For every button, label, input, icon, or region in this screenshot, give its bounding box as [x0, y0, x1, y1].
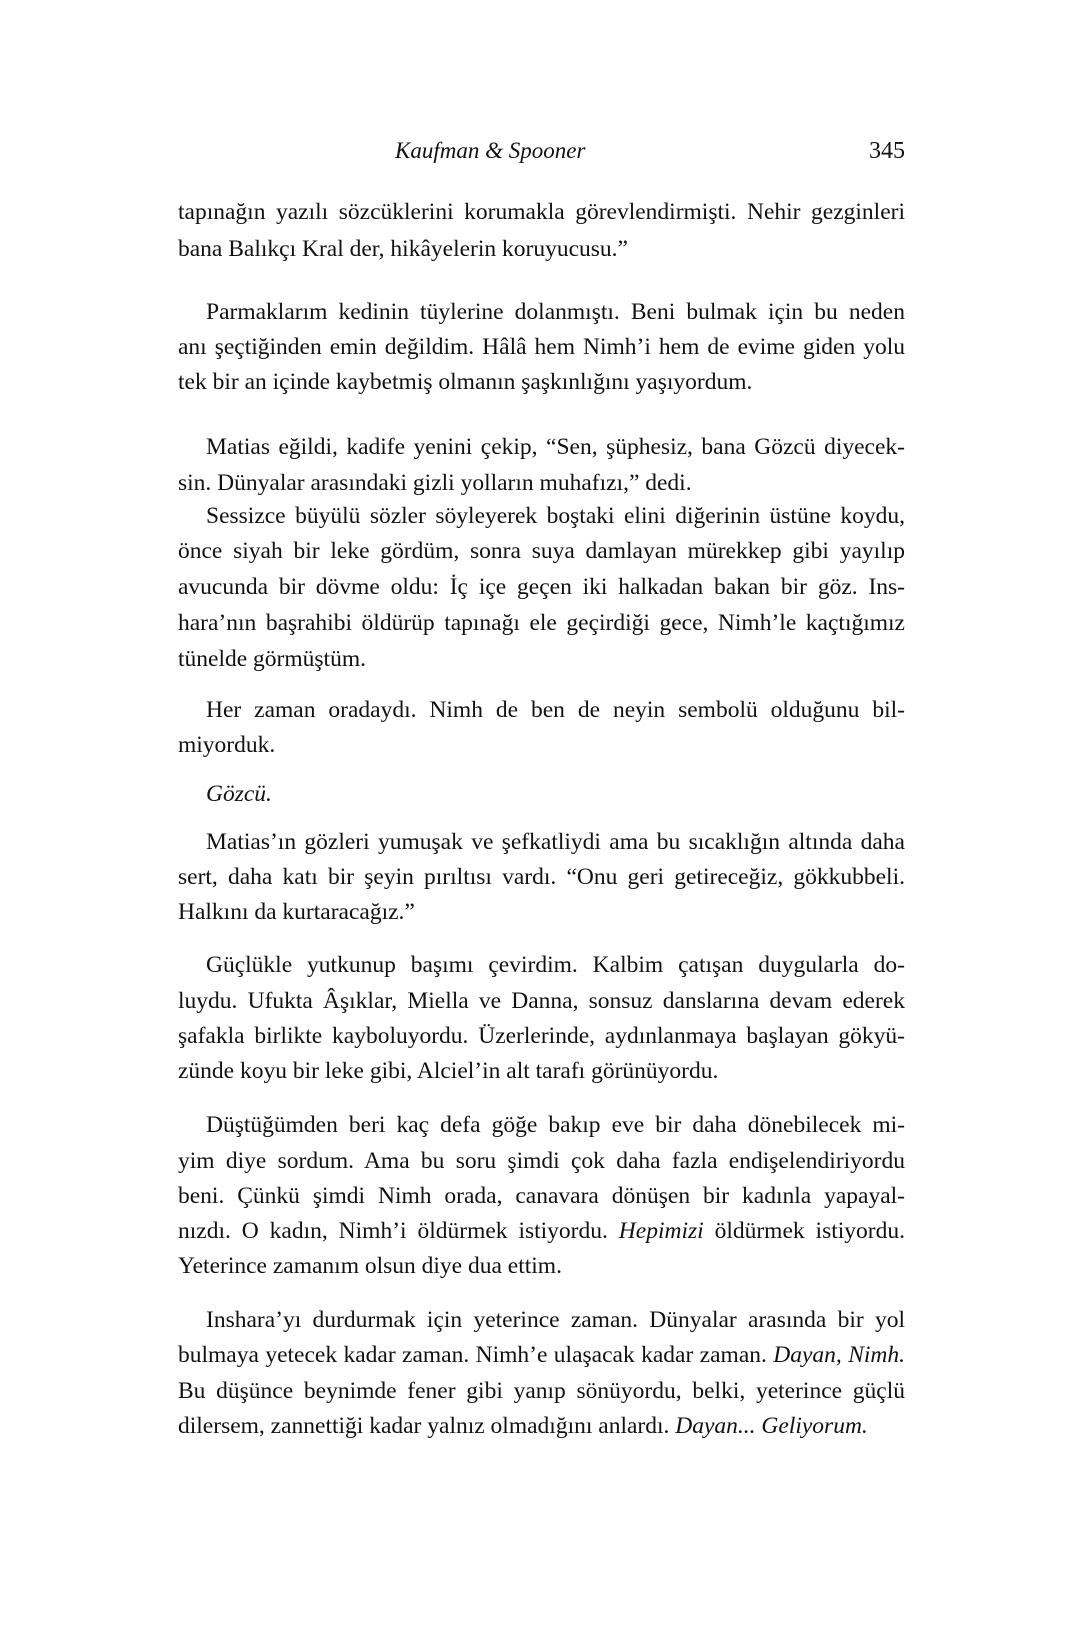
- text-segment: avucunda bir dövme oldu: İç içe geçen iki halkadan bakan bir göz. Ins-: [178, 574, 905, 600]
- text-line: [178, 987, 905, 1015]
- text-line: [178, 368, 905, 396]
- text-segment: Halkını da kurtaracağız.”: [178, 899, 415, 925]
- text-line: [206, 780, 905, 808]
- text-line: [206, 1306, 905, 1334]
- text-segment: Parmaklarım kedinin tüylerine dolanmıştı. Beni bulmak için bu neden: [206, 299, 905, 325]
- text-segment: önce siyah bir leke gördüm, sonra suya damlayan mürekkep gibi yayılıp: [178, 538, 905, 564]
- text-segment: tapınağın yazılı sözcüklerini korumakla görevlendirmişti. Nehir gezginleri: [178, 199, 905, 225]
- text-segment: beni. Çünkü şimdi Nimh orada, canavara dönüşen bir kadınla yapayal-: [178, 1183, 905, 1209]
- text-line: [206, 696, 905, 724]
- text-segment: Güçlükle yutkunup başımı çevirdim. Kalbim çatışan duygularla do-: [206, 952, 905, 978]
- text-line: [178, 198, 905, 226]
- text-line: [178, 898, 905, 926]
- text-line: [178, 1412, 905, 1440]
- text-segment: miyorduk.: [178, 732, 276, 758]
- text-line: [206, 1111, 905, 1139]
- text-segment: yim diye sordum. Ama bu soru şimdi çok daha fazla endişelendiriyordu: [178, 1148, 905, 1174]
- text-segment: Inshara’yı durdurmak için yeterince zaman. Dünyalar arasında bir yol: [206, 1307, 905, 1333]
- text-line: [178, 235, 905, 263]
- italic-text: Dayan... Geliyorum.: [675, 1413, 868, 1439]
- text-segment: bana Balıkçı Kral der, hikâyelerin koruyucusu.”: [178, 236, 628, 262]
- text-line: [206, 502, 905, 530]
- text-segment: Yeterince zamanım olsun diye dua ettim.: [178, 1253, 562, 1279]
- text-segment: Her zaman oradaydı. Nimh de ben de neyin sembolü olduğunu bil-: [206, 697, 905, 723]
- italic-text: Gözcü.: [206, 781, 272, 807]
- text-line: [206, 433, 905, 461]
- text-line: [178, 1057, 905, 1085]
- text-segment: Matias eğildi, kadife yenini çekip, “Sen, şüphesiz, bana Gözcü diyecek-: [206, 434, 905, 460]
- text-line: [178, 573, 905, 601]
- text-line: [178, 1252, 905, 1280]
- text-line: [178, 1377, 905, 1405]
- text-line: [206, 951, 905, 979]
- text-line: [206, 298, 905, 326]
- text-segment: sert, daha katı bir şeyin pırıltısı vardı. “Onu geri getireceğiz, gökkubbeli.: [178, 864, 905, 890]
- text-segment: tek bir an içinde kaybetmiş olmanın şaşkınlığını yaşıyordum.: [178, 369, 753, 395]
- text-segment: Sessizce büyülü sözler söyleyerek boştaki elini diğerinin üstüne koydu,: [206, 503, 905, 529]
- text-line: [178, 645, 905, 673]
- text-segment: Matias’ın gözleri yumuşak ve şefkatliydi ama bu sıcaklığın altında daha: [206, 829, 905, 855]
- text-line: [178, 863, 905, 891]
- text-line: [178, 1147, 905, 1175]
- text-line: [178, 1217, 905, 1245]
- text-segment: luydu. Ufukta Âşıklar, Miella ve Danna, sonsuz danslarına devam ederek: [178, 988, 905, 1014]
- running-header: Kaufman & Spooner: [395, 138, 586, 163]
- italic-text: Hepimizi: [618, 1218, 704, 1244]
- text-segment: Düştüğümden beri kaç defa göğe bakıp eve bir daha dönebilecek mi-: [206, 1112, 905, 1138]
- text-segment: sin. Dünyalar arasındaki gizli yolların muhafızı,” dedi.: [178, 470, 692, 496]
- text-segment: Bu düşünce beynimde fener gibi yanıp sönüyordu, belki, yeterince güçlü: [178, 1378, 905, 1404]
- text-line: [178, 1022, 905, 1050]
- text-segment: zünde koyu bir leke gibi, Alciel’in alt tarafı görünüyordu.: [178, 1058, 719, 1084]
- text-segment: bulmaya yetecek kadar zaman. Nimh’e ulaşacak kadar zaman.: [178, 1342, 774, 1368]
- text-segment: nızdı. O kadın, Nimh’i öldürmek istiyordu.: [178, 1218, 619, 1244]
- text-line: [178, 1341, 905, 1369]
- text-line: [178, 731, 905, 759]
- page-number: 345: [869, 138, 905, 164]
- text-line: [178, 609, 905, 637]
- text-segment: anı şeçtiğinden emin değildim. Hâlâ hem Nimh’i hem de evime giden yolu: [178, 334, 905, 360]
- text-line: [178, 1182, 905, 1210]
- text-segment: tünelde görmüştüm.: [178, 646, 366, 672]
- text-line: [178, 469, 905, 497]
- text-segment: hara’nın başrahibi öldürüp tapınağı ele geçirdiği gece, Nimh’le kaçtığımız: [178, 610, 905, 636]
- text-segment: şafakla birlikte kayboluyordu. Üzerlerinde, aydınlanmaya başlayan gökyü-: [178, 1023, 905, 1049]
- text-segment: dilersem, zannettiği kadar yalnız olmadığını anlardı.: [178, 1413, 676, 1439]
- italic-text: Dayan, Nimh.: [773, 1342, 906, 1368]
- text-line: [206, 828, 905, 856]
- text-segment: öldürmek istiyordu.: [703, 1218, 905, 1244]
- text-line: [178, 537, 905, 565]
- text-line: [178, 333, 905, 361]
